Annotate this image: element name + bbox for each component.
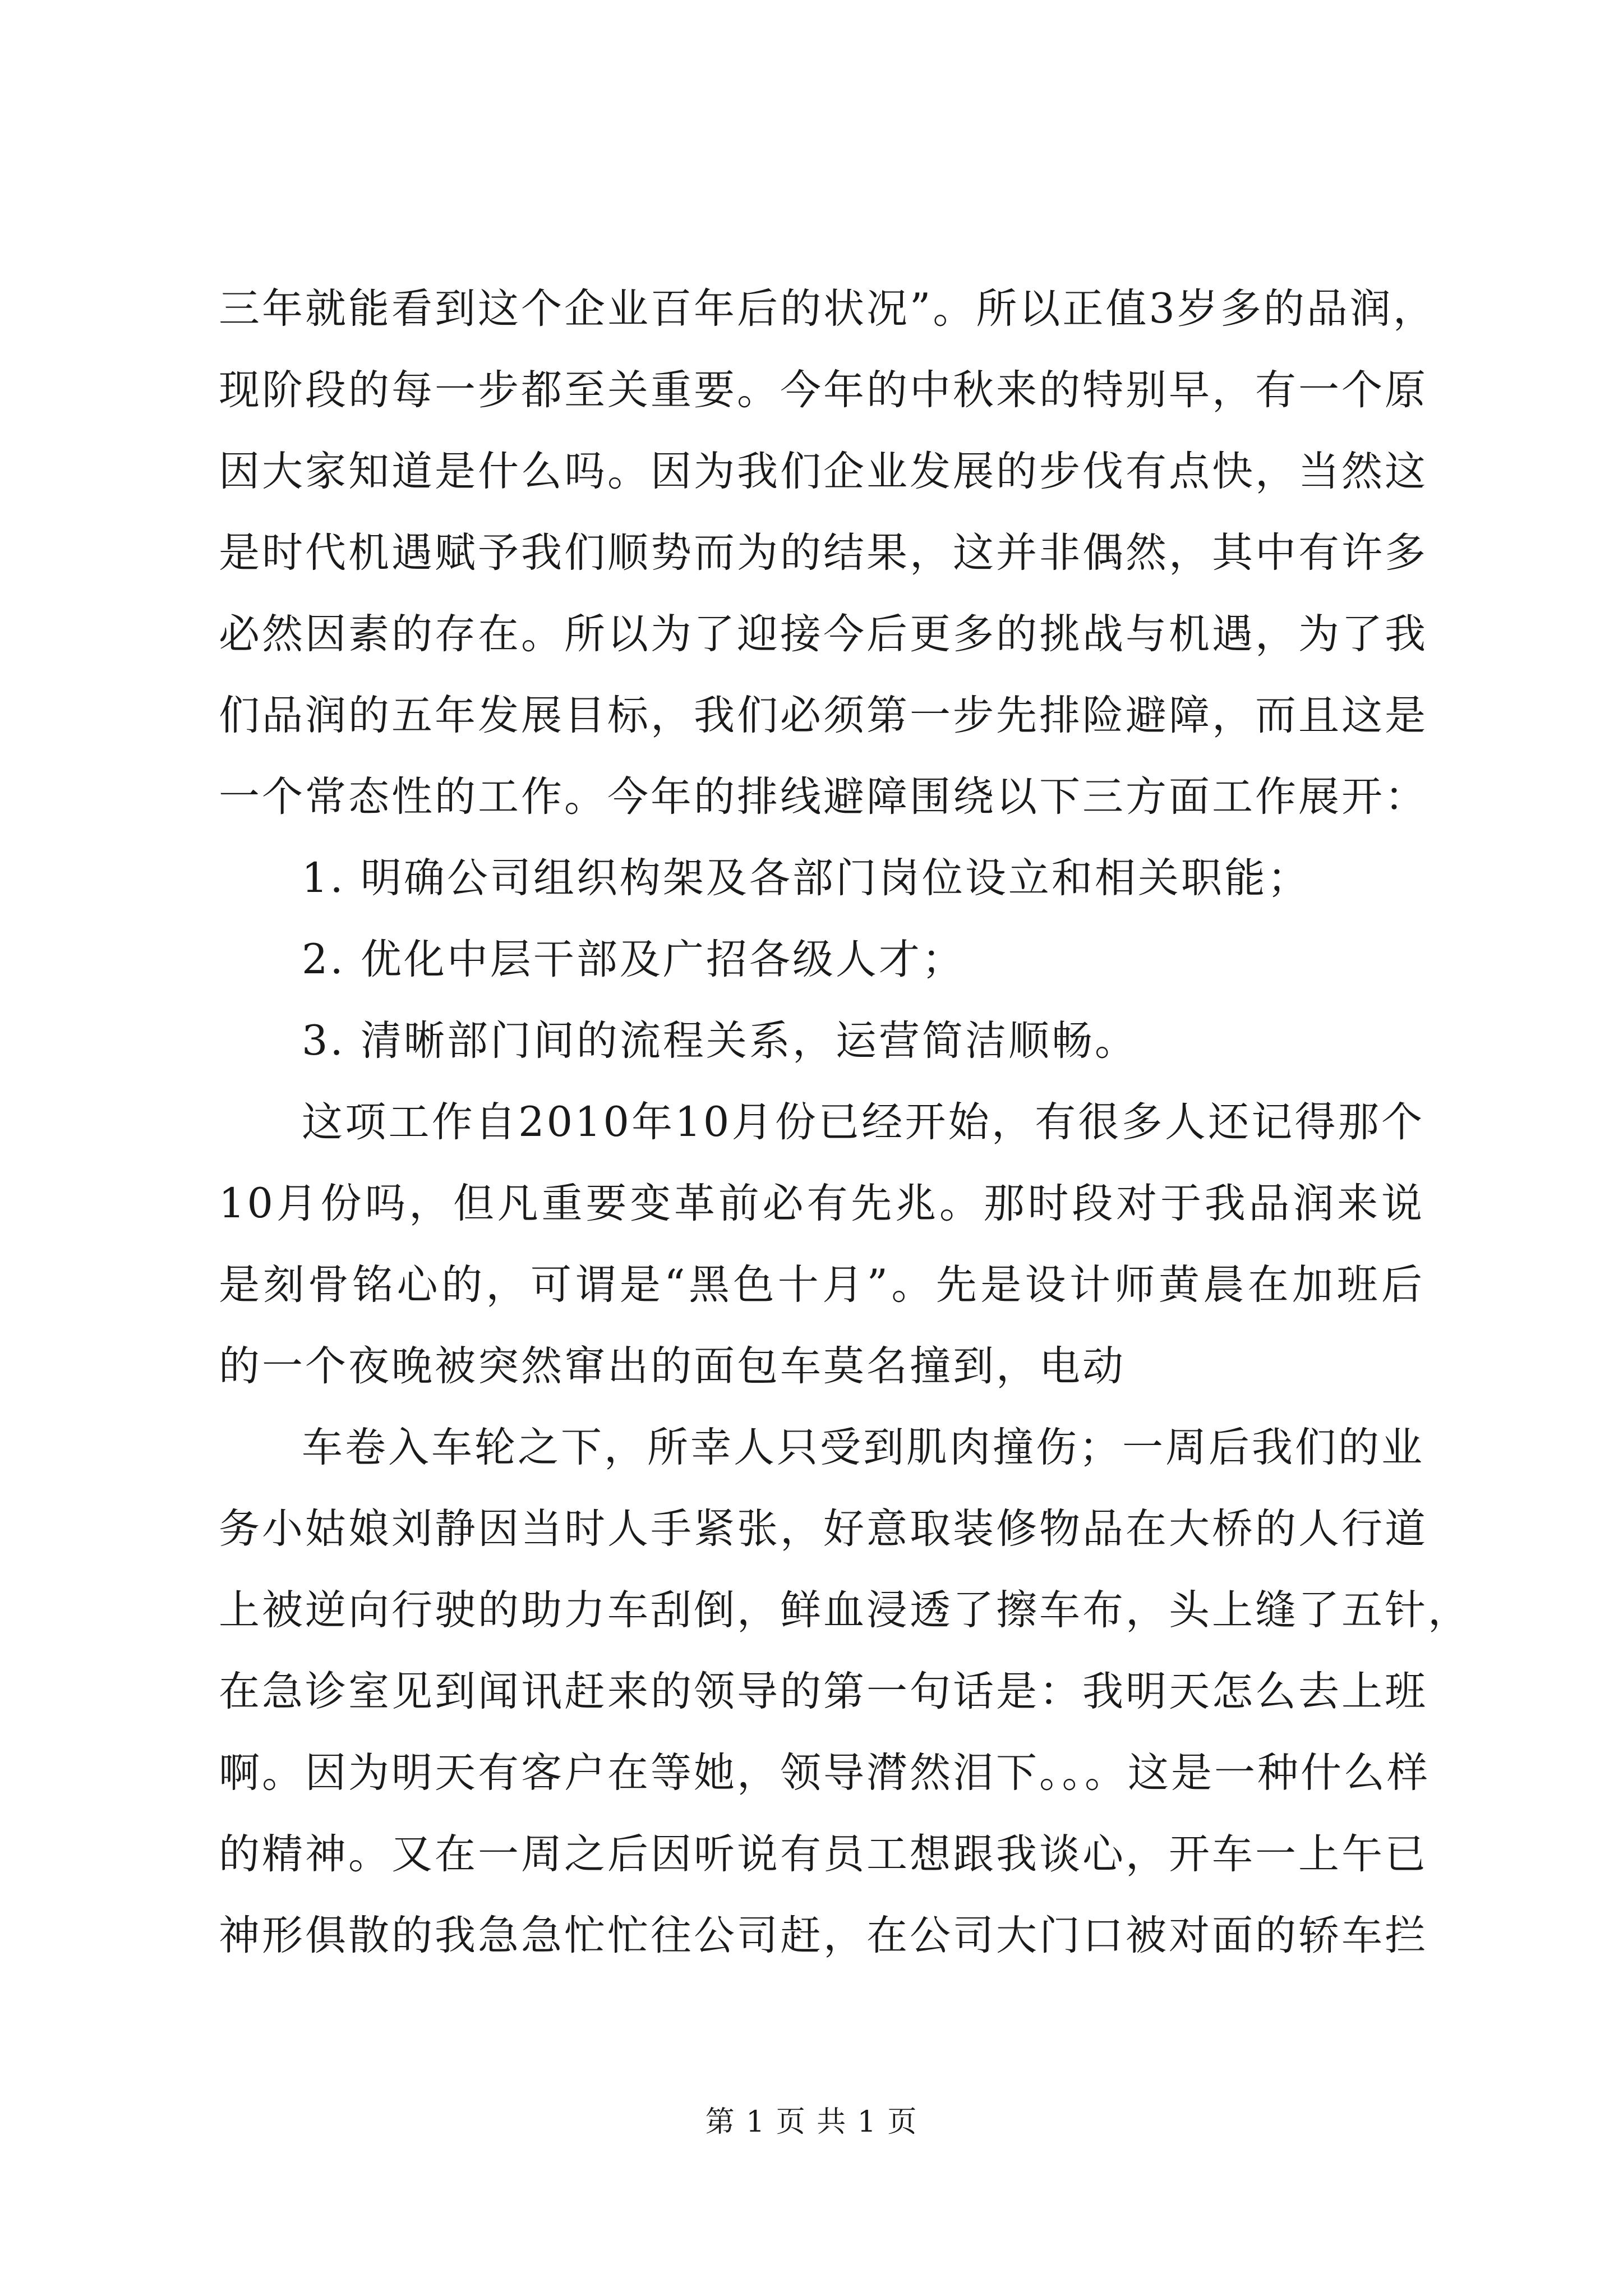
text-line: 必然因素的存在。所以为了迎接今后更多的挑战与机遇，为了我	[219, 610, 1428, 658]
list-item: 3. 清晰部门间的流程关系，运营简洁顺畅。	[302, 1017, 1138, 1065]
document-body	[219, 268, 1471, 1976]
text-line: 10月份吗，但凡重要变革前必有先兆。那时段对于我品润来说	[219, 1180, 1424, 1227]
list-item: 2. 优化中层干部及广招各级人才；	[302, 936, 965, 983]
list-item: 1. 明确公司组织构架及各部门岗位设立和相关职能；	[302, 854, 1311, 902]
text-line: 上被逆向行驶的助力车刮倒，鲜血浸透了擦车布，头上缝了五针，	[219, 1586, 1471, 1634]
text-line: 的一个夜晚被突然窜出的面包车莫名撞到，电动	[219, 1342, 1126, 1390]
page-footer	[0, 2098, 1623, 2140]
paragraph-1	[219, 268, 1436, 838]
text-line: 务小姑娘刘静因当时人手紧张，好意取装修物品在大桥的人行道	[219, 1505, 1428, 1553]
text-line: 三年就能看到这个企业百年后的状况”。所以正值3岁多的品润，	[219, 285, 1436, 333]
paragraph-2	[219, 1082, 1424, 1407]
text-line: 现阶段的每一步都至关重要。今年的中秋来的特别早，有一个原	[219, 366, 1428, 414]
text-line: 在急诊室见到闻讯赶来的领导的第一句话是：我明天怎么去上班	[219, 1668, 1428, 1715]
text-line: 车卷入车轮之下，所幸人只受到肌肉撞伤；一周后我们的业	[302, 1424, 1424, 1471]
text-line: 因大家知道是什么吗。因为我们企业发展的步伐有点快，当然这	[219, 448, 1428, 495]
text-line: 们品润的五年发展目标，我们必须第一步先排险避障，而且这是	[219, 692, 1428, 739]
page-number: 第 1 页 共 1 页	[705, 2105, 918, 2139]
text-line: 是时代机遇赋予我们顺势而为的结果，这并非偶然，其中有许多	[219, 529, 1428, 577]
text-line: 啊。因为明天有客户在等她，领导潸然泪下。。。这是一种什么样	[219, 1749, 1430, 1797]
numbered-list	[219, 838, 1424, 1082]
text-line: 是刻骨铭心的，可谓是“黑色十月”。先是设计师黄晨在加班后	[219, 1261, 1424, 1309]
text-line: 神形俱散的我急急忙忙往公司赶，在公司大门口被对面的轿车拦	[219, 1912, 1428, 1959]
text-line: 一个常态性的工作。今年的排线避障围绕以下三方面工作展开：	[219, 773, 1428, 821]
text-line: 这项工作自2010年10月份已经开始，有很多人还记得那个	[302, 1098, 1424, 1146]
text-line: 的精神。又在一周之后因听说有员工想跟我谈心，开车一上午已	[219, 1830, 1428, 1878]
paragraph-3	[219, 1407, 1471, 1976]
